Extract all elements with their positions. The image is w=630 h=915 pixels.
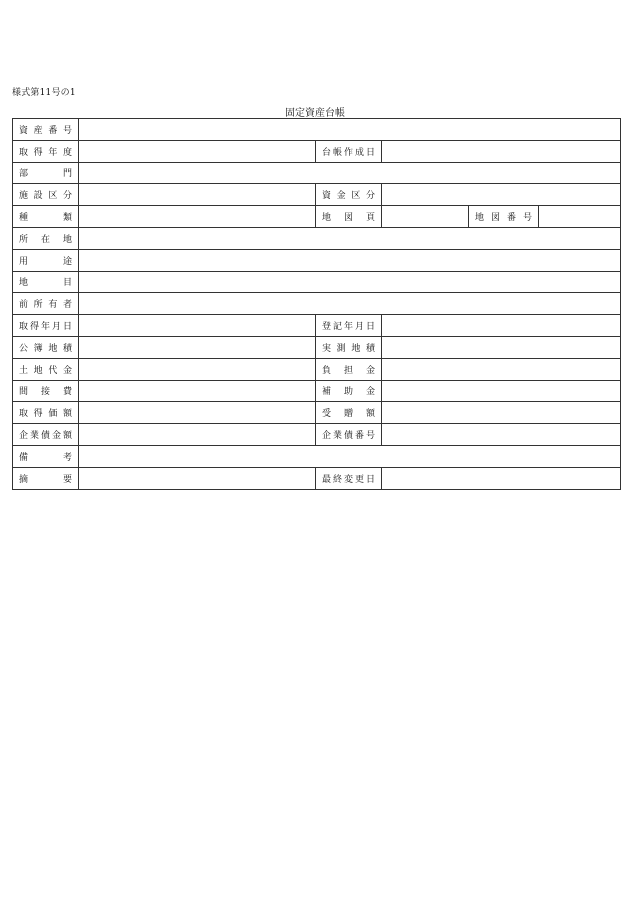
registered-area-field[interactable] (79, 336, 316, 358)
table-row (13, 140, 621, 162)
table-row (13, 467, 621, 489)
map-number-field[interactable] (539, 206, 621, 228)
bond-amount-field[interactable] (79, 424, 316, 446)
acquisition-date-field[interactable] (79, 315, 316, 337)
table-row (13, 162, 621, 184)
table-row (13, 119, 621, 141)
document-title: 固定資産台帳 (285, 108, 345, 119)
table-row (13, 402, 621, 424)
fund-category-field[interactable] (382, 184, 621, 206)
last-modified-date-label: 最終変更日 (316, 467, 382, 489)
subsidy-label: 補助金 (316, 380, 382, 402)
summary-label: 摘要 (13, 467, 79, 489)
table-row (13, 380, 621, 402)
acquisition-cost-field[interactable] (79, 402, 316, 424)
remarks-label: 備考 (13, 445, 79, 467)
last-modified-date-field[interactable] (382, 467, 621, 489)
map-page-label: 地図頁 (316, 206, 382, 228)
bond-number-label: 企業債番号 (316, 424, 382, 446)
acquisition-cost-label: 取得価額 (13, 402, 79, 424)
type-label: 種類 (13, 206, 79, 228)
table-row (13, 315, 621, 337)
subsidy-field[interactable] (382, 380, 621, 402)
indirect-cost-label: 間接費 (13, 380, 79, 402)
acquisition-year-field[interactable] (79, 140, 316, 162)
previous-owner-field[interactable] (79, 293, 621, 315)
acquisition-date-label: 取得年月日 (13, 315, 79, 337)
form-number: 様式第11号の1 (12, 88, 76, 98)
contribution-label: 負担金 (316, 358, 382, 380)
land-category-label: 地目 (13, 271, 79, 293)
indirect-cost-field[interactable] (79, 380, 316, 402)
table-row (13, 227, 621, 249)
asset-number-label: 資産番号 (13, 119, 79, 141)
department-label: 部門 (13, 162, 79, 184)
location-field[interactable] (79, 227, 621, 249)
usage-label: 用途 (13, 249, 79, 271)
registration-date-label: 登記年月日 (316, 315, 382, 337)
location-label: 所在地 (13, 227, 79, 249)
fixed-asset-ledger-table (12, 118, 621, 490)
land-price-field[interactable] (79, 358, 316, 380)
table-row (13, 424, 621, 446)
bond-number-field[interactable] (382, 424, 621, 446)
table-row (13, 184, 621, 206)
surveyed-area-label: 実測地積 (316, 336, 382, 358)
land-price-label: 土地代金 (13, 358, 79, 380)
previous-owner-label: 前所有者 (13, 293, 79, 315)
ledger-created-date-field[interactable] (382, 140, 621, 162)
table-row (13, 206, 621, 228)
facility-category-field[interactable] (79, 184, 316, 206)
ledger-created-date-label: 台帳作成日 (316, 140, 382, 162)
department-field[interactable] (79, 162, 621, 184)
donation-amount-label: 受贈額 (316, 402, 382, 424)
remarks-field[interactable] (79, 445, 621, 467)
type-field[interactable] (79, 206, 316, 228)
land-category-field[interactable] (79, 271, 621, 293)
table-row (13, 358, 621, 380)
table-row (13, 271, 621, 293)
registered-area-label: 公簿地積 (13, 336, 79, 358)
donation-amount-field[interactable] (382, 402, 621, 424)
bond-amount-label: 企業債金額 (13, 424, 79, 446)
registration-date-field[interactable] (382, 315, 621, 337)
usage-field[interactable] (79, 249, 621, 271)
map-number-label: 地図番号 (469, 206, 539, 228)
facility-category-label: 施設区分 (13, 184, 79, 206)
asset-number-field[interactable] (79, 119, 621, 141)
acquisition-year-label: 取得年度 (13, 140, 79, 162)
surveyed-area-field[interactable] (382, 336, 621, 358)
table-row (13, 249, 621, 271)
map-page-field[interactable] (382, 206, 469, 228)
table-row (13, 336, 621, 358)
table-row (13, 445, 621, 467)
summary-field[interactable] (79, 467, 316, 489)
fund-category-label: 資金区分 (316, 184, 382, 206)
table-row (13, 293, 621, 315)
contribution-field[interactable] (382, 358, 621, 380)
